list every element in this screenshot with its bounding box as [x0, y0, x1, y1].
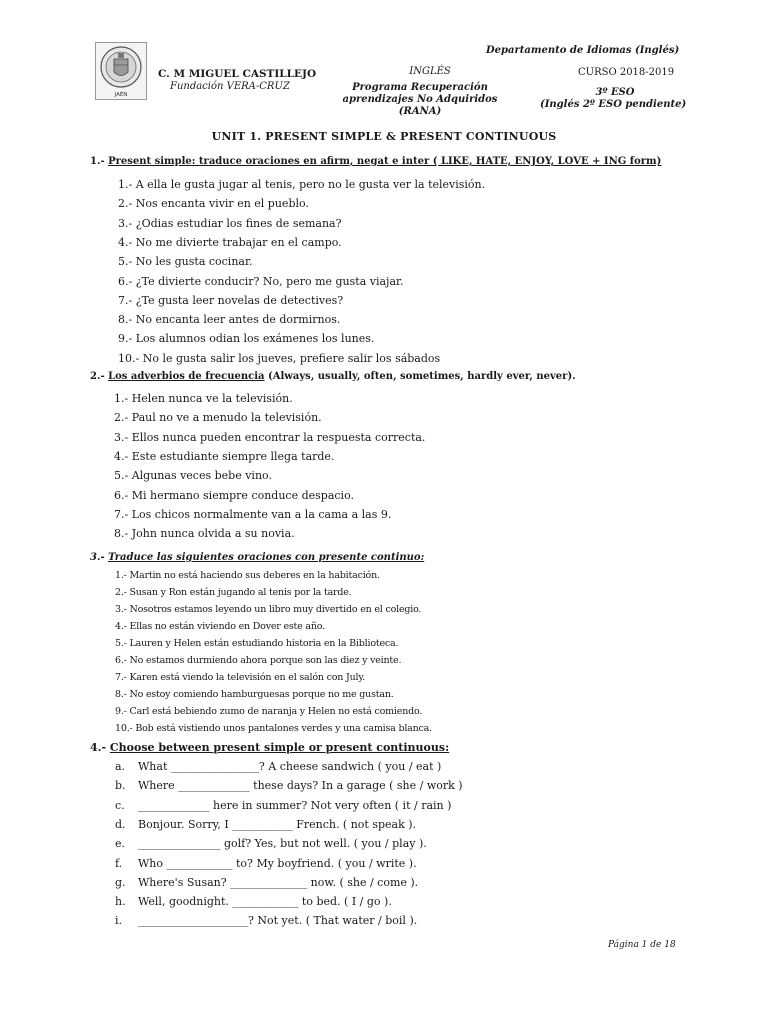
exercise-sentence: ____________________? Not yet. ( That water / boil ). — [138, 914, 418, 928]
list-item: 4.- Este estudiante siempre llega tarde. — [114, 449, 335, 463]
section-2-heading — [90, 371, 576, 382]
list-item: 1.- Martin no está haciendo sus deberes en la habitación. — [115, 570, 380, 581]
list-item: 5.- Lauren y Helen están estudiando historia en la Biblioteca. — [115, 638, 399, 649]
exercise-letter: e. — [115, 837, 126, 851]
section-2-title: Los adverbios de frecuencia — [108, 371, 265, 382]
list-item: 8.- John nunca olvida a su novia. — [114, 527, 295, 541]
exercise-letter: c. — [115, 798, 125, 812]
list-item: 3.- Ellos nunca pueden encontrar la respuesta correcta. — [114, 430, 426, 444]
list-item: 6.- ¿Te divierte conducir? No, pero me gusta viajar. — [118, 274, 404, 288]
list-item: 3.- Nosotros estamos leyendo un libro muy divertido en el colegio. — [115, 604, 422, 615]
section-1-heading — [90, 156, 661, 167]
section-3-title: Traduce las siguientes oraciones con presente continuo: — [108, 552, 425, 563]
exercise-sentence: What ________________? A cheese sandwich ( you / eat ) — [138, 760, 442, 773]
page-title: UNIT 1. PRESENT SIMPLE & PRESENT CONTINUOUS — [211, 130, 557, 143]
course-label: CURSO 2018-2019 — [578, 67, 675, 78]
section-4-title: Choose between present simple or present continuous: — [109, 741, 450, 754]
list-item: 1.- A ella le gusta jugar al tenis, pero no le gusta ver la televisión. — [118, 178, 486, 191]
school-name: C. M MIGUEL CASTILLEJO — [158, 68, 317, 80]
exercise-letter: f. — [115, 856, 123, 870]
list-item: 5.- No les gusta cocinar. — [118, 255, 253, 269]
list-item: 5.- Algunas veces bebe vino. — [114, 469, 272, 483]
level-label: 3º ESO — [595, 87, 635, 98]
program-line-3: (RANA) — [398, 106, 442, 117]
page-number: Página 1 de 18 — [608, 940, 676, 950]
list-item: 7.- Karen está viendo la televisión en el salón con July. — [115, 672, 366, 683]
section-4-number: 4.- — [90, 741, 107, 754]
section-3-heading — [90, 552, 424, 563]
list-item: 2.- Paul no ve a menudo la televisión. — [114, 411, 322, 425]
pending-label: (Inglés 2º ESO pendiente) — [540, 99, 687, 110]
exercise-sentence: _____________ here in summer? Not very often ( it / rain ) — [138, 798, 452, 812]
exercise-letter: g. — [115, 875, 126, 889]
list-item: 10.- Bob está vistiendo unos pantalones verdes y una camisa blanca. — [115, 723, 432, 734]
list-item: 8.- No estoy comiendo hamburguesas porque no me gustan. — [115, 689, 394, 700]
exercise-letter: h. — [115, 895, 126, 909]
subject-label: INGLÉS — [409, 66, 451, 77]
exercise-letter: d. — [115, 817, 126, 831]
list-item: 7.- Los chicos normalmente van a la cama a las 9. — [114, 507, 392, 521]
list-item: 3.- ¿Odias estudiar los fines de semana? — [118, 216, 342, 230]
svg-text:JAÉN: JAÉN — [114, 92, 128, 98]
list-item: 9.- Carl está bebiendo zumo de naranja y Helen no está comiendo. — [115, 706, 423, 717]
exercise-letter: a. — [115, 760, 126, 773]
section-2-number: 2.- — [90, 371, 105, 382]
exercise-sentence: Well, goodnight. ____________ to bed. ( I / go ). — [138, 895, 392, 909]
department-label: Departamento de Idiomas (Inglés) — [486, 45, 680, 56]
list-item: 10.- No le gusta salir los jueves, prefiere salir los sábados — [118, 351, 441, 365]
school-logo — [95, 42, 147, 100]
section-1-title: Present simple: traduce oraciones en afirm, negat e inter ( LIKE, HATE, ENJOY, LOVE + ING form) — [108, 156, 662, 167]
exercise-sentence: _______________ golf? Yes, but not well. ( you / play ). — [138, 837, 427, 851]
list-item: 8.- No encanta leer antes de dormirnos. — [118, 313, 341, 327]
exercise-letter: i. — [115, 914, 123, 928]
list-item: 1.- Helen nunca ve la televisión. — [114, 392, 293, 405]
exercise-sentence: Where _____________ these days? In a garage ( she / work ) — [138, 779, 463, 793]
exercise-letter: b. — [115, 779, 126, 793]
exercise-sentence: Where's Susan? ______________ now. ( she / come ). — [138, 875, 419, 889]
foundation-name: Fundación VERA-CRUZ — [170, 81, 290, 92]
section-2-title-rest: (Always, usually, often, sometimes, hardly ever, never). — [264, 371, 576, 382]
list-item: 9.- Los alumnos odian los exámenes los lunes. — [118, 332, 375, 346]
program-line-1: Programa Recuperación — [352, 82, 488, 93]
exercise-sentence: Who ____________ to? My boyfriend. ( you / write ). — [138, 856, 417, 870]
list-item: 6.- No estamos durmiendo ahora porque son las diez y veinte. — [115, 655, 402, 666]
list-item: 4.- No me divierte trabajar en el campo. — [118, 235, 342, 249]
list-item: 6.- Mi hermano siempre conduce despacio. — [114, 488, 355, 502]
program-line-2: aprendizajes No Adquiridos — [342, 94, 498, 105]
list-item: 2.- Susan y Ron están jugando al tenis por la tarde. — [115, 587, 352, 598]
section-3-number: 3.- — [90, 552, 105, 563]
section-4-heading — [90, 741, 449, 754]
list-item: 4.- Ellas no están viviendo en Dover este año. — [115, 621, 325, 632]
list-item: 7.- ¿Te gusta leer novelas de detectives? — [118, 293, 344, 307]
exercise-sentence: Bonjour. Sorry, I ___________ French. ( not speak ). — [138, 817, 417, 831]
list-item: 2.- Nos encanta vivir en el pueblo. — [118, 197, 309, 211]
section-1-number: 1.- — [90, 156, 105, 167]
